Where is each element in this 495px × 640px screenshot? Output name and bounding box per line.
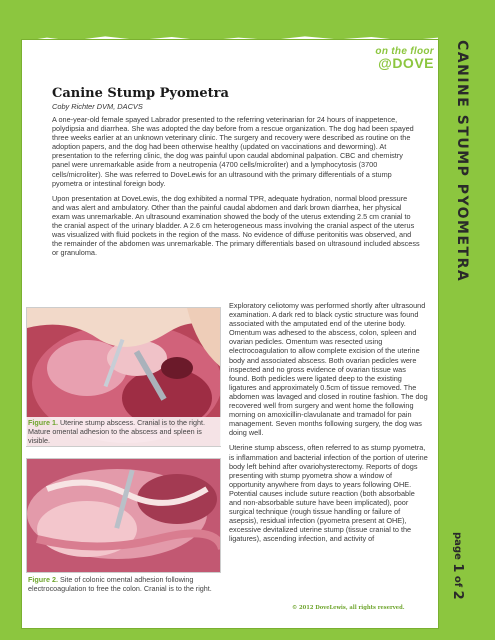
intro-paragraph: A one-year-old female spayed Labrador presented to the referring veterinarian for 24 hours of inappetence, polydipsia and diarrhea. She was adopted the day before from a rescue organization. The dog had been spayed three weeks earlier at an unknown veterinary clinic. The surgery and recovery were described as routine on the adoption papers, and the dog had been otherwise healthy (updated on vaccinations and deworming). At presentation to the referring clinic, the dog was painful upon caudal abdominal palpation. CBC and chemistry panel were unremarkable aside from a neutropenia (4700 cells/microliter) and a lymphocytosis (3700 cells/microliter). She was referred to DoveLewis for an ultrasound with the primary differentials of a stump pyometra or intestinal foreign body. <box>52 115 414 188</box>
page-total: 2 <box>450 590 465 600</box>
page-indicator <box>450 532 465 600</box>
brand-line-2: @DOVE <box>378 55 434 71</box>
page-of: of <box>452 572 463 591</box>
figure-2-photo <box>26 458 221 573</box>
copyright-notice: © 2012 DoveLewis, all rights reserved. <box>292 605 405 611</box>
figure-1-label: Figure 1. <box>28 418 58 427</box>
brand-logo <box>364 46 434 71</box>
intro-paragraph: Upon presentation at DoveLewis, the dog exhibited a normal TPR, adequate hydration, normal blood pressure and was alert and ambulatory. Other than the painful caudal abdomen and dark brown diarrhea, her physical exam was unremarkable. An ultrasound examination showed the body of the uterus extending 2.5 cm cranial to the cranial aspect of the urinary bladder. A 2.6 cm heterogeneous mass involving the cranial aspect of the uterus was visualized with fluid pockets in the region of the mass. No evidence of diffuse peritonitis was observed, and the remainder of the abdomen was unremarkable. The primary differentials based on ultrasound included abscess or granuloma. <box>52 193 420 258</box>
brand-line-1: on the floor <box>375 46 434 57</box>
article-author: Coby Richter DVM, DACVS <box>52 102 143 111</box>
intro-text <box>52 115 420 263</box>
body-paragraph: Exploratory celiotomy was performed shortly after ultrasound examination. A dark red to black cystic structure was found associated with the amputated end of the uterine body. Omentum was adhesed to the abscess, colon, spleen and ovarian pedicles. Omentum was resected using electrocoagulation to allow complete excision of the uterine body and associated abscess. Both ovarian pedicles were inspected and no gross evidence of ovarian tissue was found. Both pedicles were ligated deep to the existing ligatures and approximately 0.5cm of tissue removed. The abdomen was lavaged and closed in routine fashion. The dog recovered well from surgery and went home the following morning on amoxicillin-clavulanate and tramadol for pain management. Seven months following surgery, the dog was doing well. <box>229 301 428 438</box>
page-current: 1 <box>450 563 465 573</box>
figure-2-caption-text: Site of colonic omental adhesion following electrocoagulation to free the colon. Cranial is to the right. <box>28 575 212 593</box>
figure-1-caption-text: Uterine stump abscess. Cranial is to the right. Mature omental adhesion to the abscess and spleen is visible. <box>28 418 205 445</box>
article-title: Canine Stump Pyometra <box>52 86 229 101</box>
side-title: CANINE STUMP PYOMETRA <box>454 40 470 283</box>
figure-2-caption <box>26 574 226 595</box>
body-paragraph: Uterine stump abscess, often referred to as stump pyometra, is inflammation and bacterial infection of the portion of uterine body left behind after ovariohysterectomy. Reports of dogs presenting with stump pyometra show a window of opportunity anywhere from days to years following OHE. Potential causes include suture reaction (both absorbable and non-absorbable suture have been implicated), poor surgical technique (rough tissue handling or failure of asepsis), residual infection (pyometra present at OHE), excessive devitalized uterine stump (tissue cranial to the ligatures), ascending infection, and activity of <box>229 443 428 544</box>
figure-2-label: Figure 2. <box>28 575 58 584</box>
figure-1-caption <box>26 417 226 446</box>
page-prefix: page <box>452 532 463 564</box>
right-column-text <box>229 301 428 549</box>
